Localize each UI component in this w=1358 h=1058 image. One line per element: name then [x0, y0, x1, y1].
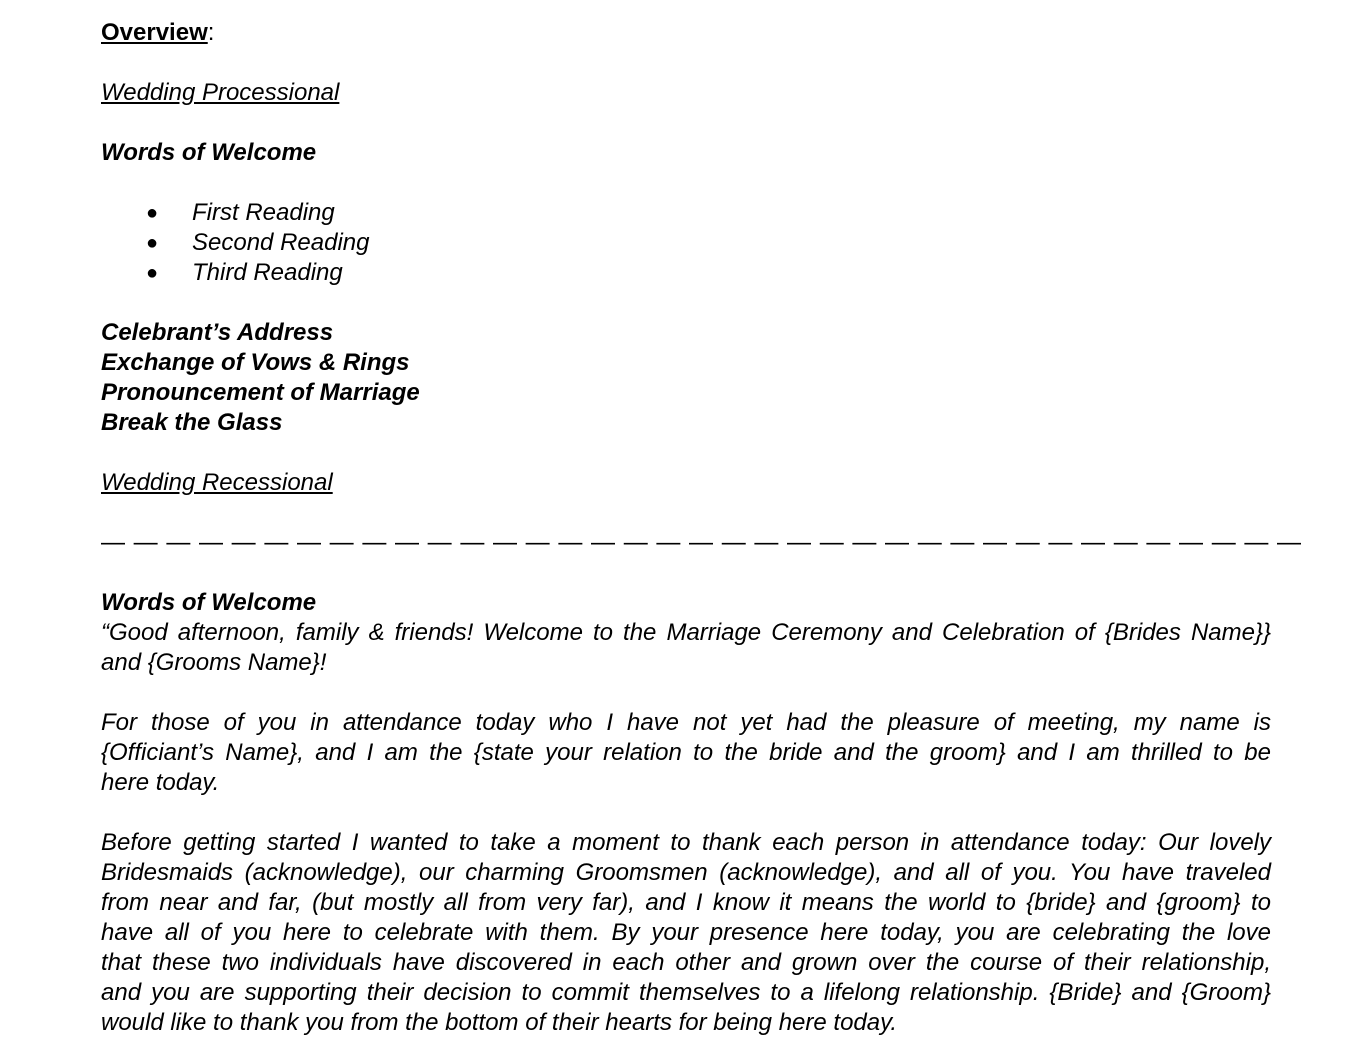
reading-label: First Reading: [192, 199, 335, 226]
outline-section: Exchange of Vows & Rings: [101, 349, 410, 376]
overview-label: Overview: [101, 19, 208, 46]
paragraph-line: and {Grooms Name}!: [101, 649, 327, 676]
paragraph-line: that these two individuals have discovered in each other and grown over the course of their relationship,: [101, 949, 1271, 976]
reading-label: Second Reading: [192, 229, 370, 256]
paragraph: [101, 828, 1271, 1038]
list-item: [101, 258, 1271, 288]
outline-processional: Wedding Processional: [101, 79, 340, 106]
welcome-heading: Words of Welcome: [101, 589, 317, 616]
paragraph-line: “Good afternoon, family & friends! Welcome to the Marriage Ceremony and Celebration of {Brides Name}}: [101, 619, 1271, 646]
overview-heading: [101, 18, 1271, 48]
paragraph-line: here today.: [101, 769, 220, 796]
paragraph-line: Bridesmaids (acknowledge), our charming Groomsmen (acknowledge), and all of you. You have traveled: [101, 859, 1271, 886]
paragraph-line: Before getting started I wanted to take a moment to thank each person in attendance today: Our lovely: [101, 829, 1271, 856]
bullet-icon: ●: [146, 262, 159, 284]
paragraph: [101, 708, 1271, 798]
outline-section: Pronouncement of Marriage: [101, 379, 420, 406]
overview-colon: :: [207, 19, 215, 46]
bullet-icon: ●: [146, 202, 159, 224]
paragraph-line: and you are supporting their decision to commit themselves to a lifelong relationship. {Bride} and {Groom}: [101, 979, 1271, 1006]
reading-label: Third Reading: [192, 259, 343, 286]
outline-recessional: Wedding Recessional: [101, 469, 333, 496]
list-item: [101, 198, 1271, 228]
paragraph-line: from near and far, (but mostly all from very far), and I know it means the world to {bride} and {groom} to: [101, 889, 1271, 916]
paragraph-line: For those of you in attendance today who I have not yet had the pleasure of meeting, my name is: [101, 709, 1271, 736]
paragraph-line: {Officiant’s Name}, and I am the {state your relation to the bride and the groom} and I am thrilled to be: [101, 739, 1271, 766]
paragraph-line: have all of you here to celebrate with them. By your presence here today, you are celebrating the love: [101, 919, 1271, 946]
paragraph: [101, 618, 1271, 678]
list-item: [101, 228, 1271, 258]
bullet-icon: ●: [146, 232, 159, 254]
outline-section: Break the Glass: [101, 409, 283, 436]
outline-welcome: Words of Welcome: [101, 139, 317, 166]
outline-section: Celebrant’s Address: [101, 319, 334, 346]
divider-line: — — — — — — — — — — — — — — — — — — — — — — — — — — — — — — — — — — — — —: [101, 529, 1303, 556]
readings-list: [101, 198, 1271, 288]
document-page: [101, 18, 1303, 1038]
paragraph-line: would like to thank you from the bottom of their hearts for being here today.: [101, 1009, 897, 1036]
